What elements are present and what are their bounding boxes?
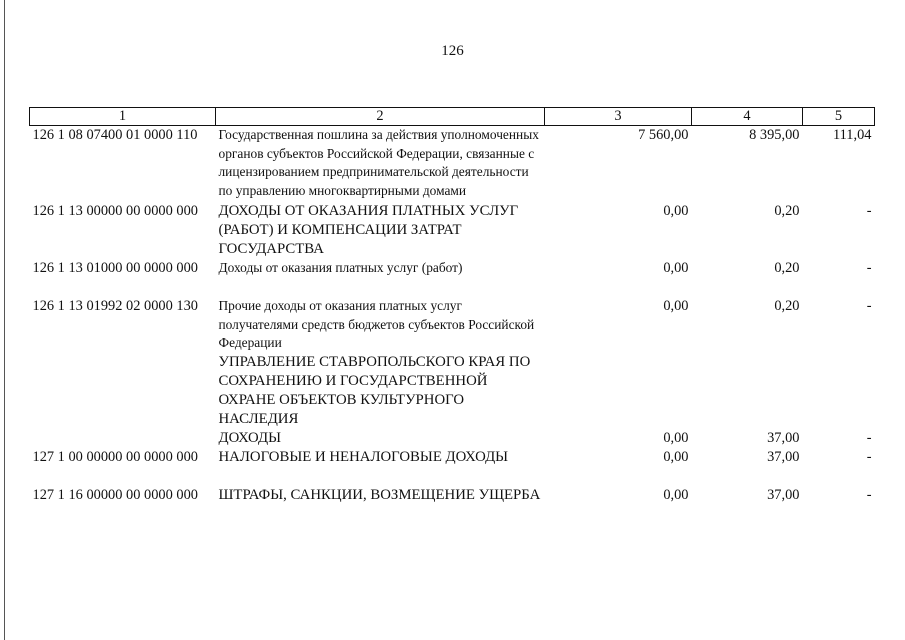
row-name: ШТРАФЫ, САНКЦИИ, ВОЗМЕЩЕНИЕ УЩЕРБА [218,486,541,503]
row-code: 127 1 16 00000 00 0000 000 [32,486,198,503]
row-name: НАЛОГОВЫЕ И НЕНАЛОГОВЫЕ ДОХОДЫ [218,448,509,465]
row-col4: 37,00 [767,429,800,446]
row-col5: - [866,429,872,446]
header-col-3: 3 [545,108,692,126]
row-col5: - [866,203,872,219]
table-row [30,429,875,448]
header-row [30,108,875,126]
row-col4: 0,20 [774,298,800,314]
row-code [30,429,216,448]
row-code: 126 1 13 00000 00 0000 000 [32,203,198,219]
row-col3: 0,00 [663,298,689,314]
row-name: Государственная пошлина за действия уполномоченных органов субъектов Российской Федерации, связанные с лицензированием предпринимательской деятельности по управлению многоквартирными домами [218,127,539,198]
header-col-5: 5 [803,108,875,126]
row-col5: - [866,298,872,314]
row-col3: 0,00 [663,203,689,219]
row-code: 127 1 00 00000 00 0000 000 [32,448,198,465]
row-col4 [692,353,803,429]
table-row [30,202,875,259]
row-code: 126 1 13 01000 00 0000 000 [32,260,198,276]
table-row [30,486,875,505]
row-code: 126 1 13 01992 02 0000 130 [32,298,198,314]
row-col5: - [866,486,872,503]
row-name: ДОХОДЫ ОТ ОКАЗАНИЯ ПЛАТНЫХ УСЛУГ (РАБОТ) И КОМПЕНСАЦИИ ЗАТРАТ ГОСУДАРСТВА [218,203,519,257]
row-col4: 37,00 [767,486,800,503]
header-col-4: 4 [692,108,803,126]
row-col3: 0,00 [663,486,689,503]
row-col5 [803,353,875,429]
table-row [30,353,875,429]
row-col3 [545,353,692,429]
row-name: ДОХОДЫ [218,429,282,446]
section-heading: УПРАВЛЕНИЕ СТАВРОПОЛЬСКОГО КРАЯ ПО СОХРАНЕНИЮ И ГОСУДАРСТВЕННОЙ ОХРАНЕ ОБЪЕКТОВ КУЛЬТУРНОГО НАСЛЕДИЯ [218,353,531,427]
header-col-1: 1 [30,108,216,126]
header-col-2: 2 [216,108,545,126]
page-edge-line [4,0,5,640]
table-row [30,126,875,201]
page-number: 126 [441,43,464,59]
row-code [30,353,216,429]
table-row [30,297,875,353]
row-col4: 0,20 [774,260,800,276]
row-col3: 0,00 [663,429,689,446]
table-row [30,448,875,467]
row-code: 126 1 08 07400 01 0000 110 [32,127,198,143]
row-col3: 7 560,00 [638,127,689,143]
row-col3: 0,00 [663,448,689,465]
row-name: Доходы от оказания платных услуг (работ) [218,260,463,275]
table-row [30,259,875,278]
row-col5: - [866,448,872,465]
row-col4: 8 395,00 [749,127,800,143]
row-col5: - [866,260,872,276]
row-col4: 37,00 [767,448,800,465]
row-col4: 0,20 [774,203,800,219]
row-name: Прочие доходы от оказания платных услуг получателями средств бюджетов субъектов Российской Федерации [218,298,535,350]
row-col5: 111,04 [832,127,872,143]
row-col3: 0,00 [663,260,689,276]
revenue-table [29,107,875,505]
